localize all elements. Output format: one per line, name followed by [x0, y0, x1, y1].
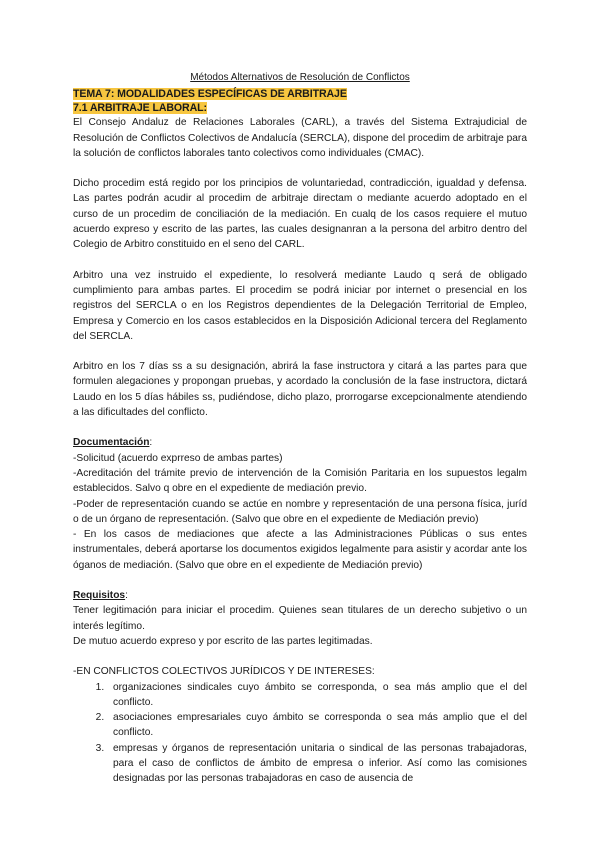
- paragraph-2: Dicho procedim está regido por los principios de voluntariedad, contradicción, igualdad y defensa. Las partes podrán acudir al procedim de arbitraje directam o mediante acuerdo adoptado en el curso de un procedim de conciliación de la mediación. En cualq de los casos requiere el mutuo acuerdo expreso y escrito de las partes, las cuales designanran a la persona del arbitro dentro del Colegio de Arbitro constituido en el seno del CARL.: [73, 178, 527, 251]
- document-page: [73, 70, 527, 787]
- tema-title: TEMA 7: MODALIDADES ESPECÍFICAS DE ARBITRAJE: [73, 88, 347, 101]
- section-title: 7.1 ARBITRAJE LABORAL:: [73, 102, 207, 115]
- documentacion-item: -Acreditación del trámite previo de intervención de la Comisión Paritaria en los supuestos legalm establecidos. Salvo q obre en el expediente de mediación previo.: [73, 467, 527, 495]
- list-item: 3. empresas y órganos de representación unitaria o sindical de las personas trabajadoras, para el caso de conflictos de ámbito de empresa o inferior. Así como las comisiones designadas por las personas trabajadoras en caso de ausencia de: [107, 741, 527, 787]
- documentacion-section: [73, 435, 527, 573]
- documentacion-item: -Solicitud (acuerdo exprreso de ambas partes): [73, 452, 283, 464]
- requisitos-colon: :: [125, 590, 128, 602]
- page-header: Métodos Alternativos de Resolución de Conflictos: [190, 72, 410, 83]
- list-item: 2. asociaciones empresariales cuyo ámbito se corresponda o sea más amplio que el del conflicto.: [107, 710, 527, 741]
- paragraph-1: El Consejo Andaluz de Relaciones Laborales (CARL), a través del Sistema Extrajudicial de Resolución de Conflictos Colectivos de Andalucía (SERCLA), dispone del procedim de arbitraje para la solución de conflictos laborales tanto colectivos como individuales (CMAC).: [73, 117, 527, 159]
- requisitos-title: Requisitos: [73, 590, 126, 602]
- colectivos-list: [73, 680, 527, 787]
- documentacion-item: - En los casos de mediaciones que afecte a las Administraciones Públicas o sus entes instrumentales, deberá aportarse los documentos exigidos legalmente para asistir y acordar ante los óganos de mediación. (Salvo que obre en el expediente de Mediación previo): [73, 529, 527, 571]
- colectivos-section: [73, 664, 527, 786]
- colectivos-heading: -EN CONFLICTOS COLECTIVOS JURÍDICOS Y DE INTERESES:: [73, 666, 375, 678]
- requisitos-line: De mutuo acuerdo expreso y por escrito de las partes legitimadas.: [73, 635, 373, 647]
- paragraph-4: Arbitro en los 7 días ss a su designación, abrirá la fase instructora y citará a las partes para que formulen alegaciones y propongan pruebas, y acordado la conclusión de la fase instructora, dictará Laudo en los 5 días hábiles ss, pudiéndose, dicho plazo, prorrogarse excepcionalmente atendiendo a las dificultades del conflicto.: [73, 361, 527, 419]
- paragraph-3: Arbitro una vez instruido el expediente, lo resolverá mediante Laudo q será de obligado cumplimiento para ambas partes. El procedim se podrá iniciar por internet o presencial en los registros del SERCLA o en los Registros dependientes de la Delegación Territorial de Empleo, Empresa y Comercio en los casos establecidos en la Disposición Adicional tercera del Reglamento del SERCLA.: [73, 269, 527, 342]
- documentacion-colon: :: [149, 437, 153, 449]
- list-item: 1. organizaciones sindicales cuyo ámbito se corresponda, o sea más amplio que el del conflicto.: [107, 680, 527, 711]
- requisitos-section: [73, 588, 527, 649]
- documentacion-title: Documentación: [73, 437, 150, 449]
- documentacion-item: -Poder de representación cuando se actúe en nombre y representación de una persona física, juríd o de un órgano de representación. (Salvo que obre en el expediente de Mediación previo): [73, 498, 527, 525]
- requisitos-line: Tener legitimación para iniciar el procedim. Quienes sean titulares de un derecho subjetivo o un interés legítimo.: [73, 605, 527, 632]
